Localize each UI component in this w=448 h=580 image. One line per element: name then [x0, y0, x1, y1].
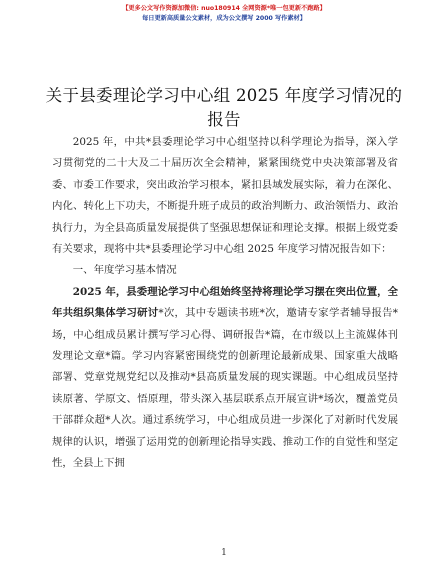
paragraph-section1-rest: *次，其中专题读书班*次，邀请专家学者辅导报告*场，中心组成员累计撰写学习心得、调研报告*篇，在市级以上主流媒体刊发理论文章*篇。学习内容紧密围绕党的创新理论最新成果、国家重大战略部署、党章党规党纪以及推动*县高质量发展的现实课题。中心组成员坚持读原著、学原文、悟原理，带头深入基层联系点开展宣讲*场次，覆盖党员干部群众超*人次。通过系统学习，中心组成员进一步深化了对新时代发展规律的认识，增强了运用党的创新理论指导实践、推动工作的自觉性和坚定性，全县上下拥 [52, 307, 398, 470]
promo-banner [0, 4, 448, 24]
paragraph-section1-lead: 2025 年，县委理论学习中心组始终坚持将理论学习摆在突出位置，全年共组织集体学习研讨 [52, 285, 398, 320]
promo-banner-line1: 【更多公文写作资源加微信: nuo180914 全网资源*唯一包更新不跑路】 [122, 5, 326, 12]
section-heading-1: 一、年度学习基本情况 [72, 264, 177, 277]
document-title: 关于县委理论学习中心组 2025 年度学习情况的报告 [45, 86, 403, 129]
page-number: 1 [221, 548, 227, 558]
paragraph-intro: 2025 年，中共*县委理论学习中心组坚持以科学理论为指导，深入学习贯彻党的二十大及二十届历次全会精神，紧紧围绕党中央决策部署及省委、市委工作要求，突出政治学习根本，紧扣县域发展实际，着力在深化、内化、转化上下功夫，不断提升班子成员的政治判断力、政治领悟力、政治执行力，为全县高质量发展提供了坚强思想保证和理论支撑。根据上级党委有关要求，现将中共*县委理论学习中心组 2025 年度学习情况报告如下： [52, 136, 398, 256]
document-body [52, 132, 398, 475]
promo-banner-line2: 每日更新高质量公文素材，成为公文撰写 2000 写作素材】 [142, 15, 306, 22]
paragraph-section1 [52, 282, 398, 475]
